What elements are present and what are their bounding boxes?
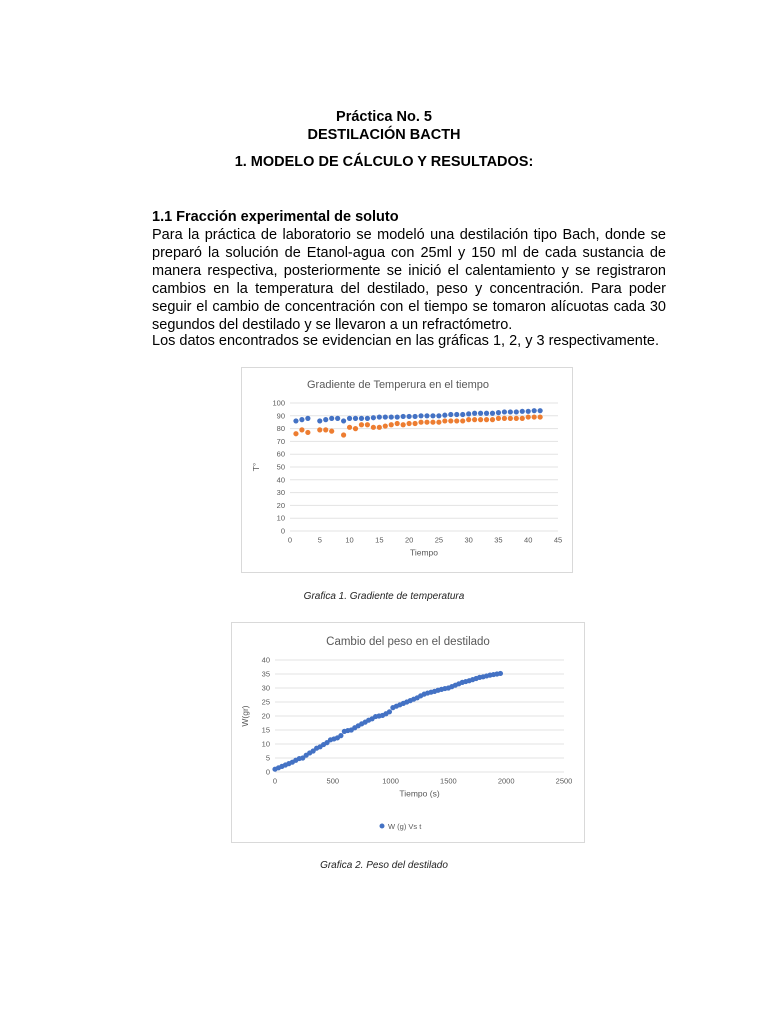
data-point xyxy=(387,709,392,714)
y-tick-label: 90 xyxy=(276,411,285,421)
data-point xyxy=(407,421,412,426)
y-tick-label: 30 xyxy=(261,683,270,693)
y-tick-label: 25 xyxy=(261,697,270,707)
x-tick-label: 10 xyxy=(345,535,354,545)
practice-topic: DESTILACIÓN BACTH xyxy=(307,127,461,143)
data-point xyxy=(317,427,322,432)
data-point xyxy=(353,426,358,431)
data-point xyxy=(498,671,503,676)
data-point xyxy=(407,414,412,419)
data-point xyxy=(293,431,298,436)
y-tick-label: 40 xyxy=(276,475,285,485)
data-point xyxy=(341,418,346,423)
data-point xyxy=(514,416,519,421)
data-point xyxy=(442,413,447,418)
data-point xyxy=(377,414,382,419)
data-point xyxy=(454,412,459,417)
data-point xyxy=(508,416,513,421)
data-point xyxy=(412,414,417,419)
y-tick-label: 60 xyxy=(276,449,285,459)
data-point xyxy=(502,409,507,414)
data-point xyxy=(383,423,388,428)
paragraph-method: Para la práctica de laboratorio se modeló una destilación tipo Bach, donde se preparó la solución de Etanol-agua con 25ml y 150 ml de cada sustancia de manera respectiva, posteriormente se inició el calentamiento y se registraron cambios en la temperatura del destilado, peso y concentración. Para poder seguir el cambio de concentración con el tiempo se tomaron alícuotas cada 30 segundos del destilado y se llevaron a un refractómetro. xyxy=(152,227,666,333)
y-tick-label: 5 xyxy=(265,753,270,763)
y-tick-label: 20 xyxy=(276,500,285,510)
data-point xyxy=(436,420,441,425)
y-tick-label: 20 xyxy=(261,711,270,721)
data-point xyxy=(460,412,465,417)
data-point xyxy=(365,422,370,427)
data-point xyxy=(490,417,495,422)
y-tick-label: 10 xyxy=(261,739,270,749)
data-point xyxy=(496,416,501,421)
data-point xyxy=(520,409,525,414)
x-tick-label: 2500 xyxy=(555,776,573,786)
legend-label: W (g) Vs t xyxy=(388,822,422,831)
data-point xyxy=(454,418,459,423)
data-point xyxy=(389,414,394,419)
x-tick-label: 1000 xyxy=(382,776,399,786)
y-tick-label: 50 xyxy=(276,462,285,472)
data-point xyxy=(436,413,441,418)
data-point xyxy=(365,416,370,421)
data-point xyxy=(538,408,543,413)
data-point xyxy=(323,417,328,422)
y-tick-label: 70 xyxy=(276,436,285,446)
data-point xyxy=(353,416,358,421)
data-point xyxy=(341,432,346,437)
data-point xyxy=(305,416,310,421)
data-point xyxy=(448,418,453,423)
data-point xyxy=(472,417,477,422)
data-point xyxy=(478,411,483,416)
data-point xyxy=(347,425,352,430)
y-axis-label: T° xyxy=(251,462,261,472)
data-point xyxy=(323,427,328,432)
x-tick-label: 35 xyxy=(494,535,503,545)
data-point xyxy=(329,416,334,421)
data-point xyxy=(395,421,400,426)
x-tick-label: 5 xyxy=(317,535,322,545)
y-tick-label: 10 xyxy=(276,513,285,523)
data-point xyxy=(538,414,543,419)
x-tick-label: 0 xyxy=(272,776,278,786)
data-point xyxy=(484,411,489,416)
legend-marker xyxy=(380,824,385,829)
y-tick-label: 15 xyxy=(261,725,270,735)
data-point xyxy=(526,409,531,414)
data-point xyxy=(371,425,376,430)
section-heading: 1. MODELO DE CÁLCULO Y RESULTADOS: xyxy=(234,154,534,170)
data-point xyxy=(359,416,364,421)
data-point xyxy=(305,430,310,435)
data-point xyxy=(424,420,429,425)
data-point xyxy=(395,414,400,419)
practice-number: Práctica No. 5 xyxy=(336,109,432,125)
weight-chart xyxy=(231,622,585,843)
data-point xyxy=(502,416,507,421)
x-tick-label: 1500 xyxy=(440,776,457,786)
weight-chart-svg xyxy=(232,623,584,842)
data-point xyxy=(532,414,537,419)
y-tick-label: 0 xyxy=(280,526,285,536)
data-point xyxy=(412,421,417,426)
data-point xyxy=(299,427,304,432)
data-point xyxy=(389,422,394,427)
data-point xyxy=(478,417,483,422)
x-tick-label: 25 xyxy=(434,535,444,545)
y-tick-label: 30 xyxy=(276,488,285,498)
data-point xyxy=(514,409,519,414)
data-point xyxy=(359,422,364,427)
data-point xyxy=(335,416,340,421)
data-point xyxy=(401,414,406,419)
data-point xyxy=(526,414,531,419)
x-axis-label: Tiempo xyxy=(409,547,439,558)
y-tick-label: 35 xyxy=(261,669,270,679)
figure1-caption: Grafica 1. Gradiente de temperatura xyxy=(303,591,465,602)
y-tick-label: 40 xyxy=(261,655,270,665)
data-point xyxy=(430,420,435,425)
data-point xyxy=(466,411,471,416)
temperature-chart xyxy=(241,367,573,573)
subsection-title: 1.1 Fracción experimental de soluto xyxy=(152,209,399,225)
paragraph-results: Los datos encontrados se evidencian en las gráficas 1, 2, y 3 respectivamente. xyxy=(152,333,659,349)
chart-title: Gradiente de Temperura en el tiempo xyxy=(306,379,490,391)
data-point xyxy=(371,415,376,420)
x-tick-label: 20 xyxy=(404,535,414,545)
data-point xyxy=(401,422,406,427)
y-tick-label: 80 xyxy=(276,424,285,434)
x-tick-label: 500 xyxy=(326,776,340,786)
data-point xyxy=(430,413,435,418)
x-axis-label: Tiempo (s) xyxy=(399,788,440,799)
data-point xyxy=(460,418,465,423)
data-point xyxy=(508,409,513,414)
data-point xyxy=(418,420,423,425)
y-axis-label: W(gr) xyxy=(240,705,250,727)
data-point xyxy=(442,418,447,423)
data-point xyxy=(532,408,537,413)
x-tick-label: 2000 xyxy=(497,776,515,786)
data-point xyxy=(448,412,453,417)
chart-title: Cambio del peso en el destilado xyxy=(326,636,490,648)
data-point xyxy=(418,413,423,418)
data-point xyxy=(520,416,525,421)
data-point xyxy=(338,733,343,738)
data-point xyxy=(347,416,352,421)
data-point xyxy=(383,414,388,419)
data-point xyxy=(484,417,489,422)
figure2-caption: Grafica 2. Peso del destilado xyxy=(320,860,448,871)
y-tick-label: 0 xyxy=(265,767,270,777)
x-tick-label: 15 xyxy=(375,535,384,545)
x-tick-label: 0 xyxy=(287,535,293,545)
data-point xyxy=(496,410,501,415)
data-point xyxy=(466,417,471,422)
x-tick-label: 45 xyxy=(553,535,563,545)
data-point xyxy=(317,418,322,423)
y-tick-label: 100 xyxy=(272,398,285,408)
data-point xyxy=(329,429,334,434)
x-tick-label: 40 xyxy=(524,535,533,545)
data-point xyxy=(490,411,495,416)
data-point xyxy=(377,425,382,430)
data-point xyxy=(293,418,298,423)
data-point xyxy=(299,417,304,422)
temperature-chart-svg xyxy=(242,368,572,572)
data-point xyxy=(424,413,429,418)
x-tick-label: 30 xyxy=(464,535,473,545)
data-point xyxy=(472,411,477,416)
